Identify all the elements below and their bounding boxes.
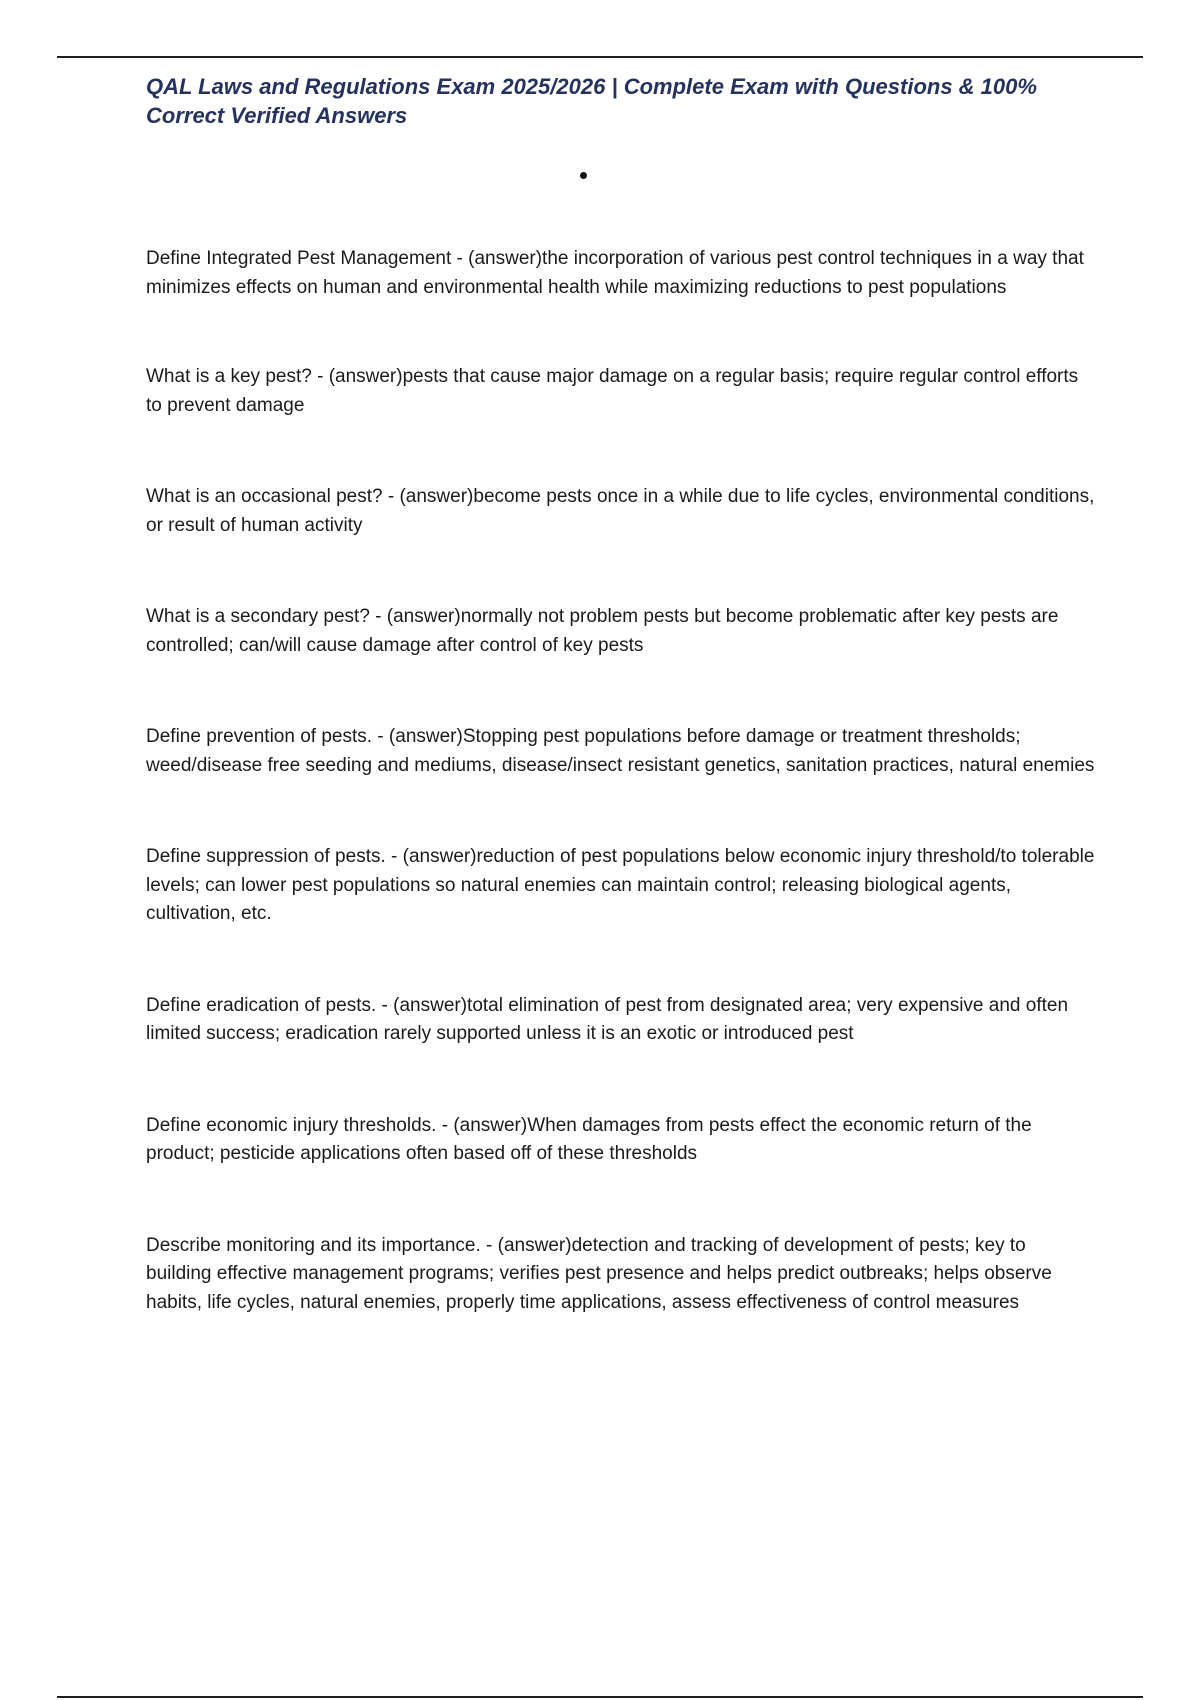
separator: - (451, 248, 469, 269)
answer-marker: (answer) (388, 726, 463, 747)
bullet-marker (580, 172, 587, 179)
answer-text: become pests once in a while due to life cycles, environmental conditions, or result of human activity (146, 486, 1095, 536)
question-text: Define suppression of pests. (146, 846, 386, 867)
answer-text: detection and tracking of development of pests; key to building effective management programs; verifies pest presence and helps predict outbreaks; helps observe habits, life cycles, natural enemies, properly time applications, assess effectiveness of control measures (146, 1234, 1052, 1313)
qa-item (146, 245, 1096, 302)
document-title: QAL Laws and Regulations Exam 2025/2026 | Complete Exam with Questions & 100% Correct Verified Answers (146, 74, 1037, 128)
qa-item (146, 723, 1096, 780)
separator: - (376, 994, 394, 1016)
question-text: What is a secondary pest? (146, 606, 370, 627)
separator: - (311, 366, 329, 387)
qa-item (146, 483, 1096, 540)
answer-marker: (answer) (402, 846, 477, 867)
answer-marker: (answer) (497, 1234, 572, 1256)
question-text: What is a key pest? (146, 366, 312, 387)
answer-text: When damages from pests effect the economic return of the product; pesticide applications often based off of these thresholds (146, 1114, 1032, 1164)
separator: - (385, 846, 403, 867)
answer-text: the incorporation of various pest control techniques in a way that minimizes effects on human and environmental health while maximizing reductions to pest populations (146, 248, 1084, 298)
question-text: Define eradication of pests. (146, 994, 377, 1016)
header-rule (57, 56, 1143, 58)
separator: - (369, 606, 387, 627)
answer-marker: (answer) (386, 606, 461, 627)
qa-list (146, 245, 1096, 1317)
answer-text: normally not problem pests but become problematic after key pests are controlled; can/will cause damage after control of key pests (146, 606, 1059, 656)
separator: - (436, 1114, 454, 1136)
qa-item (146, 363, 1096, 420)
separator: - (372, 726, 389, 747)
answer-text: reduction of pest populations below economic injury threshold/to tolerable levels; can lower pest populations so natural enemies can maintain control; releasing biological agents, cultivation, etc. (146, 846, 1095, 924)
qa-item (146, 843, 1096, 929)
qa-item (146, 1112, 1096, 1169)
qa-item (146, 1232, 1096, 1318)
answer-text: Stopping pest populations before damage or treatment thresholds; weed/disease free seeding and mediums, disease/insect resistant genetics, sanitation practices, natural enemies (146, 726, 1095, 776)
qa-item (146, 603, 1096, 660)
question-text: Describe monitoring and its importance. (146, 1234, 481, 1256)
separator: - (382, 486, 400, 507)
answer-marker: (answer) (399, 486, 474, 507)
answer-marker: (answer) (453, 1114, 528, 1136)
qa-item (146, 992, 1096, 1049)
answer-marker: (answer) (393, 994, 468, 1016)
answer-text: pests that cause major damage on a regular basis; require regular control efforts to prevent damage (146, 366, 1079, 416)
question-text: Define Integrated Pest Management (146, 248, 452, 269)
separator: - (480, 1234, 498, 1256)
answer-marker: (answer) (468, 248, 543, 269)
question-text: Define prevention of pests. (146, 726, 373, 747)
footer-rule (57, 1696, 1143, 1698)
answer-text: total elimination of pest from designated area; very expensive and often limited success; eradication rarely supported unless it is an exotic or introduced pest (146, 994, 1069, 1044)
question-text: Define economic injury thresholds. (146, 1114, 437, 1136)
answer-marker: (answer) (328, 366, 403, 387)
question-text: What is an occasional pest? (146, 486, 383, 507)
